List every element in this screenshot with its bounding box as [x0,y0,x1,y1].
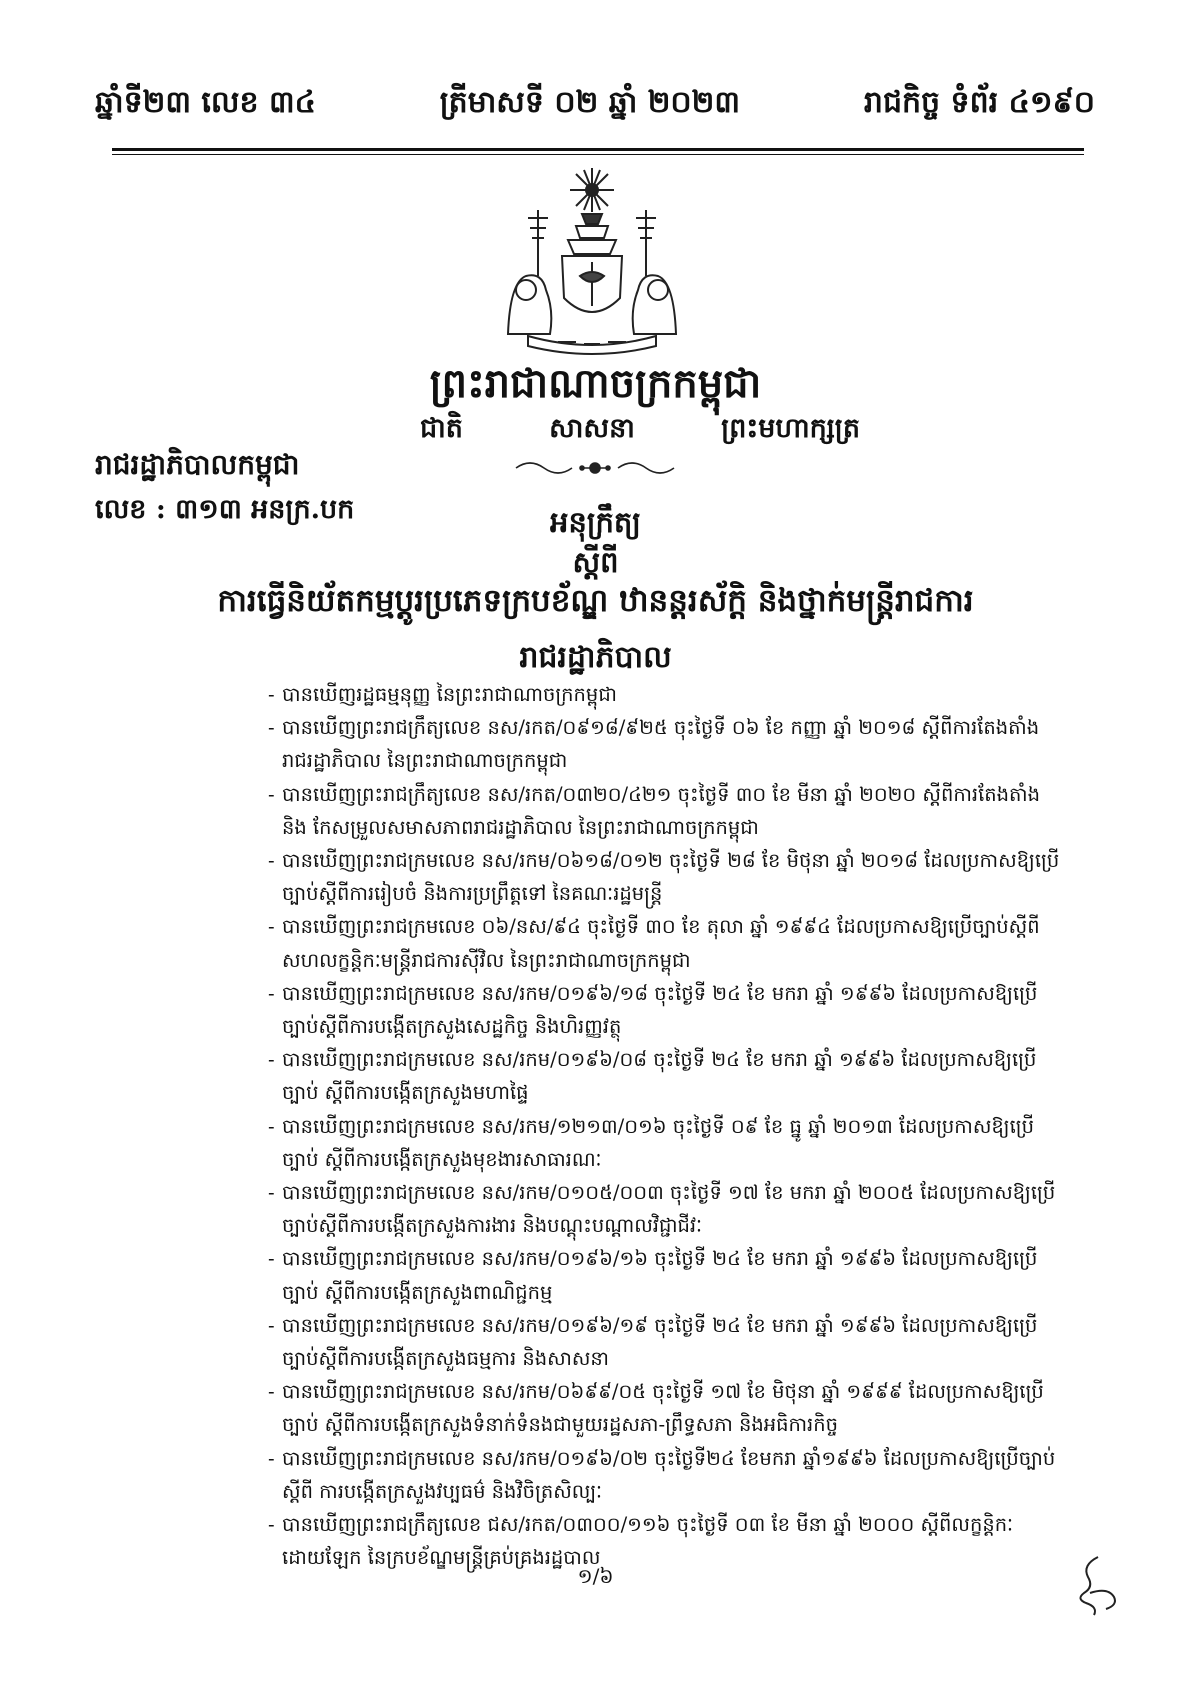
list-item: - បានឃើញព្រះរាជក្រមលេខ នស/រកម/០១០៥/០០៣ ចុះថ្ងៃទី ១៧ ខែ មករា ឆ្នាំ ២០០៥ ដែលប្រកាសឱ្យប្រើ ច្បាប់ស្តីពីការបង្កើតក្រសួងការងារ និងបណ្តុះបណ្តាលវិជ្ជាជីវៈ [268,1176,1068,1242]
gazette-page-label: រាជកិច្ច ទំព័រ ៤១៩០ [863,85,1095,120]
list-item: - បានឃើញព្រះរាជក្រមលេខ នស/រកម/០១៩៦/០២ ចុះថ្ងៃទី២៤ ខែមករា ឆ្នាំ១៩៩៦ ដែលប្រកាសឱ្យប្រើច្បាប់ស្តីពី ការបង្កើតក្រសួងវប្បធម៌ និងវិចិត្រសិល្បៈ [268,1442,1068,1508]
document-subject: ការធ្វើនិយ័តកម្មប្តូរប្រភេទក្របខ័ណ្ឌ ឋានន្តរស័ក្តិ និងថ្នាក់មន្ត្រីរាជការ [217,583,974,619]
gazette-header [95,85,1095,120]
list-item: - បានឃើញព្រះរាជក្រមលេខ នស/រកម/០១៩៦/០៨ ចុះថ្ងៃទី ២៤ ខែ មករា ឆ្នាំ ១៩៩៦ ដែលប្រកាសឱ្យប្រើច្បាប់ ស្តីពីការបង្កើតក្រសួងមហាផ្ទៃ [268,1043,1068,1109]
list-item: - បានឃើញព្រះរាជក្រមលេខ នស/រកម/០៦១៨/០១២ ចុះថ្ងៃទី ២៨ ខែ មិថុនា ឆ្នាំ ២០១៨ ដែលប្រកាសឱ្យប្រើ ច្បាប់ស្តីពីការរៀបចំ និងការប្រព្រឹត្តទៅ នៃគណៈរដ្ឋមន្ត្រី [268,844,1068,910]
list-item: - បានឃើញរដ្ឋធម្មនុញ្ញ នៃព្រះរាជាណាចក្រកម្ពុជា [268,678,1068,711]
national-motto [420,412,860,451]
list-item: - បានឃើញព្រះរាជក្រឹត្យលេខ នស/រកត/០៣២០/៤២១ ចុះថ្ងៃទី ៣០ ខែ មីនា ឆ្នាំ ២០២០ ស្តីពីការតែងតាំង និង កែសម្រួលសមាសភាពរាជរដ្ឋាភិបាល នៃព្រះរាជាណាចក្រកម្ពុជា [268,778,1068,844]
subject-prefix: ស្តីពី [572,545,619,579]
list-item: - បានឃើញព្រះរាជក្រឹត្យលេខ ជស/រកត/០៣០០/១១៦ ចុះថ្ងៃទី ០៣ ខែ មីនា ឆ្នាំ ២០០០ ស្តីពីលក្ខន្តិកៈដោយឡែក នៃក្របខ័ណ្ឌមន្ត្រីគ្រប់គ្រងរដ្ឋបាល [268,1508,1068,1574]
signature-icon [1068,1553,1124,1619]
motto-nation: ជាតិ [420,413,463,444]
header-divider [112,148,1084,155]
list-item: - បានឃើញព្រះរាជក្រមលេខ នស/រកម/០៦៩៩/០៥ ចុះថ្ងៃទី ១៧ ខែ មិថុនា ឆ្នាំ ១៩៩៩ ដែលប្រកាសឱ្យប្រើច្បាប់ ស្តីពីការបង្កើតក្រសួងទំនាក់ទំនងជាមួយរដ្ឋសភា-ព្រឹទ្ធសភា និងអធិការកិច្ច [268,1375,1068,1441]
divider-ornament-icon [510,456,680,480]
document-number: លេខ : ៣១៣ អនក្រ.បក [95,494,355,525]
document-type: អនុក្រឹត្យ [550,505,641,539]
kingdom-title: ព្រះរាជាណាចក្រកម្ពុជា [429,360,762,407]
page-number: ១/៦ [577,1564,614,1588]
list-item: - បានឃើញព្រះរាជក្រមលេខ នស/រកម/០១៩៦/១៦ ចុះថ្ងៃទី ២៤ ខែ មករា ឆ្នាំ ១៩៩៦ ដែលប្រកាសឱ្យប្រើច្បាប់ ស្តីពីការបង្កើតក្រសួងពាណិជ្ជកម្ម [268,1242,1068,1308]
preamble-list [268,678,1068,1574]
list-item: - បានឃើញព្រះរាជក្រមលេខ នស/រកម/០១៩៦/១៨ ចុះថ្ងៃទី ២៤ ខែ មករា ឆ្នាំ ១៩៩៦ ដែលប្រកាសឱ្យប្រើ ច្បាប់ស្តីពីការបង្កើតក្រសួងសេដ្ឋកិច្ច និងហិរញ្ញវត្ថុ [268,977,1068,1043]
royal-arms-icon [498,158,686,358]
gazette-quarter: ត្រីមាសទី ០២ ឆ្នាំ ២០២៣ [439,85,741,120]
motto-religion: សាសនា [549,413,635,444]
issuing-government: រាជរដ្ឋាភិបាលកម្ពុជា [95,448,300,481]
list-item: - បានឃើញព្រះរាជក្រមលេខ ០៦/នស/៩៤ ចុះថ្ងៃទី ៣០ ខែ តុលា ឆ្នាំ ១៩៩៤ ដែលប្រកាសឱ្យប្រើច្បាប់ស្តីពី សហលក្ខន្តិកៈមន្ត្រីរាជការស៊ីវិល នៃព្រះរាជាណាចក្រកម្ពុជា [268,910,1068,976]
list-item: - បានឃើញព្រះរាជក្រមលេខ នស/រកម/១២១៣/០១៦ ចុះថ្ងៃទី ០៩ ខែ ធ្នូ ឆ្នាំ ២០១៣ ដែលប្រកាសឱ្យប្រើច្បាប់ ស្តីពីការបង្កើតក្រសួងមុខងារសាធារណៈ [268,1110,1068,1176]
list-item: - បានឃើញព្រះរាជក្រឹត្យលេខ នស/រកត/០៩១៨/៩២៥ ចុះថ្ងៃទី ០៦ ខែ កញ្ញា ឆ្នាំ ២០១៨ ស្តីពីការតែងតាំង រាជរដ្ឋាភិបាល នៃព្រះរាជាណាចក្រកម្ពុជា [268,711,1068,777]
issuer-heading: រាជរដ្ឋាភិបាល [519,640,672,675]
motto-king: ព្រះមហាក្សត្រ [721,413,860,444]
list-item: - បានឃើញព្រះរាជក្រមលេខ នស/រកម/០១៩៦/១៩ ចុះថ្ងៃទី ២៤ ខែ មករា ឆ្នាំ ១៩៩៦ ដែលប្រកាសឱ្យប្រើ ច្បាប់ស្តីពីការបង្កើតក្រសួងធម្មការ និងសាសនា [268,1309,1068,1375]
gazette-year-issue: ឆ្នាំទី២៣ លេខ ៣៤ [95,85,316,120]
